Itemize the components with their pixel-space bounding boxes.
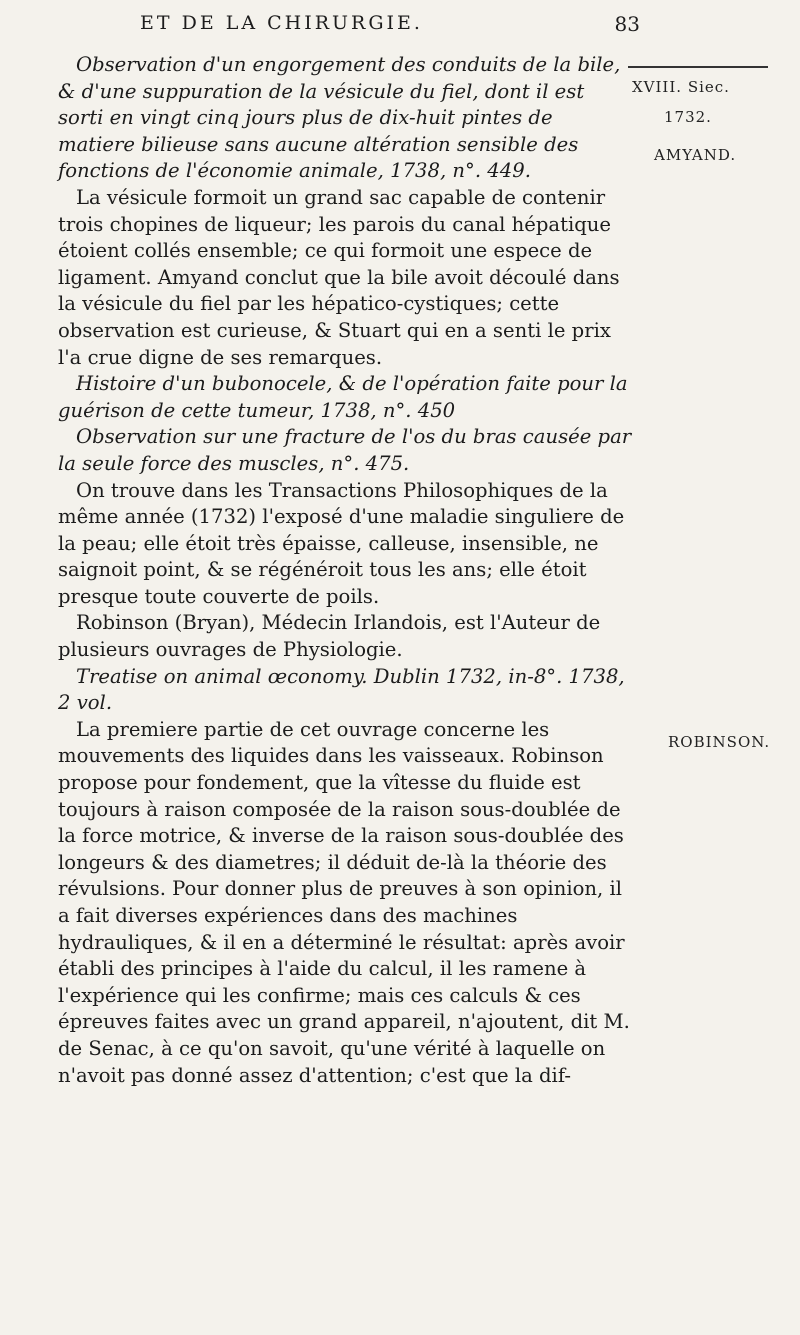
paragraph-vesicule: La vésicule formoit un grand sac capable de contenir trois chopines de liqueur; les parois du canal hépatique étoient collés ensemble; ce qui formoit une espece de ligament. Amyand conclut que la bile avoit découlé dans la vésicule du fiel par les hépatico-cystiques; cette observation est curieuse, & Stuart qui en a senti le prix l'a crue digne de ses remarques. [58,185,620,369]
page-number: 83 [614,12,640,36]
margin-rule [628,66,768,68]
paragraph-bubonocele: Histoire d'un bubonocele, & de l'opération faite pour la guérison de cette tumeur, 1738, n°. 450 [58,372,628,422]
paragraph-observation-bile: Observation d'un engorgement des conduits de la bile, & d'une suppuration de la vésicule du fiel, dont il est sorti en vingt cinq jours plus de dix-huit pintes de matiere bilieuse sans aucune altération sensible des fonctions de l'économie animale, 1738, n°. 449. [58,53,621,183]
paragraph-premiere-partie: La premiere partie de cet ouvrage concerne les mouvements des liquides dans les vaisseaux. Robinson propose pour fondement, que la vîtesse du fluide est toujours à raison composée de la raison sous-doublée de la force motrice, & inverse de la raison sous-doublée des longeurs & des diametres; il déduit de-là la théorie des révulsions. Pour donner plus de preuves à son opinion, il a fait diverses expériences dans des machines hydrauliques, & il en a déterminé le résultat: après avoir établi des principes à l'aide du calcul, il les ramene à l'expérience qui les confirme; mais ces calculs & ces épreuves faites avec un grand appareil, n'ajoutent, dit M. de Senac, à ce qu'on savoit, qu'une vérité à laquelle on n'avoit pas donné assez d'attention; c'est que la dif- [58,717,630,1087]
running-title: ET DE LA CHIRURGIE. [140,12,423,34]
margin-author-amyand: AMYAND. [654,146,737,164]
margin-century: XVIII. Siec. [632,78,730,96]
main-text [58,52,634,1089]
paragraph-treatise: Treatise on animal œconomy. Dublin 1732, in-8°. 1738, 2 vol. [58,664,625,715]
margin-year: 1732. [664,108,712,126]
paragraph-transactions: On trouve dans les Transactions Philosophiques de la même année (1732) l'exposé d'une maladie singuliere de la peau; elle étoit très épaisse, calleuse, insensible, ne saignoit point, & se régénéroit tous les ans; elle étoit presque toute couverte de poils. [58,478,625,608]
paragraph-robinson: Robinson (Bryan), Médecin Irlandois, est l'Auteur de plusieurs ouvrages de Physiologie. [58,611,601,662]
running-header [140,12,640,34]
margin-author-robinson: ROBINSON. [668,733,771,751]
paragraph-fracture: Observation sur une fracture de l'os du bras causée par la seule force des muscles, n°. 475. [58,425,632,475]
